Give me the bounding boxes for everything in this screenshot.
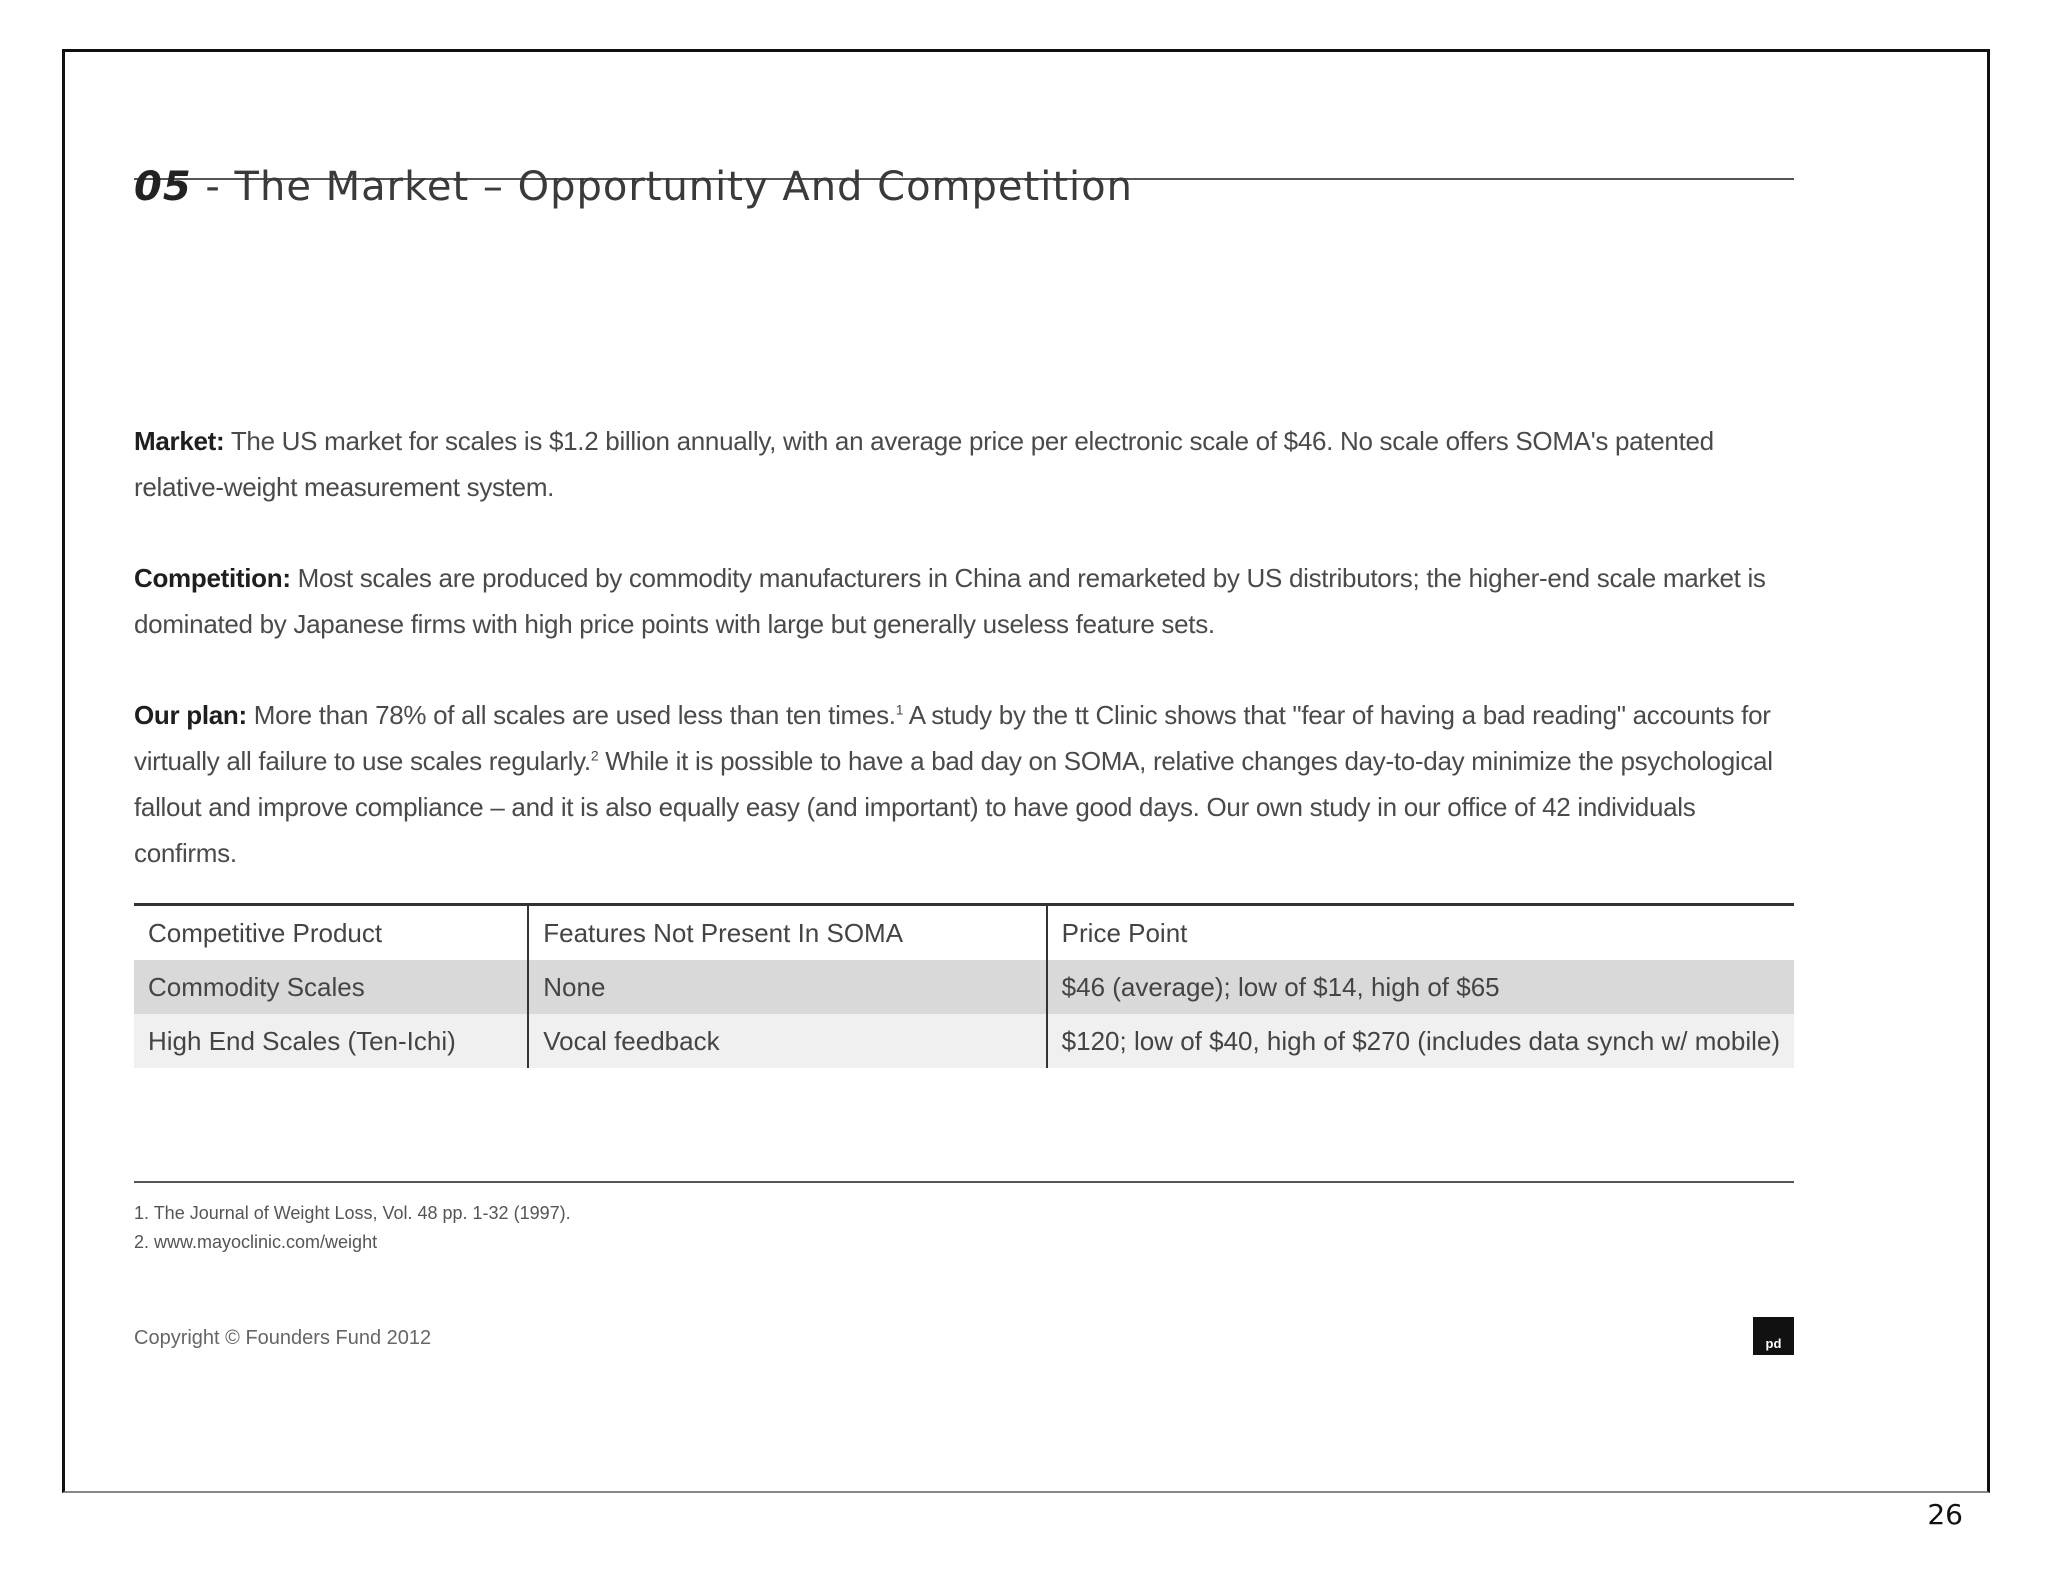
plan-lead: Our plan: <box>134 700 247 730</box>
competition-table <box>134 903 1794 1068</box>
header-features-not-present: Features Not Present In SOMA <box>528 905 1046 961</box>
plan-text-2: A study by the tt Clinic shows that "fear of having a bad reading" accounts for virtually all failure to use scales regularly. <box>134 700 1771 776</box>
cell-price: $46 (average); low of $14, high of $65 <box>1047 960 1794 1014</box>
header-price-point: Price Point <box>1047 905 1794 961</box>
plan-paragraph <box>134 692 1794 876</box>
logo-text: pd <box>1765 1336 1782 1351</box>
cell-features: None <box>528 960 1046 1014</box>
table-header-row <box>134 905 1794 961</box>
cell-price: $120; low of $40, high of $270 (includes data synch w/ mobile) <box>1047 1014 1794 1068</box>
cell-features: Vocal feedback <box>528 1014 1046 1068</box>
competition-lead: Competition: <box>134 563 291 593</box>
plan-text-3: While it is possible to have a bad day on SOMA, relative changes day-to-day minimize the psychological fallout and improve compliance – and it is also equally easy (and important) to have good days. Our own study in our office of 42 individuals confirms. <box>134 746 1773 868</box>
footnote-ref-1: 1 <box>895 701 904 718</box>
section-title-text: - The Market – Opportunity And Competition <box>205 164 1133 210</box>
competition-text: Most scales are produced by commodity manufacturers in China and remarketed by US distributors; the higher-end scale market is dominated by Japanese firms with high price points with large but generally useless feature sets. <box>134 563 1766 639</box>
footnotes <box>134 1199 571 1257</box>
copyright-text: Copyright © Founders Fund 2012 <box>134 1327 432 1349</box>
section-number: 05 <box>134 164 192 210</box>
footnote-rule <box>134 1181 1794 1183</box>
market-paragraph <box>134 418 1794 510</box>
table-row <box>134 960 1794 1014</box>
section-title <box>134 164 1133 210</box>
plan-text-1: More than 78% of all scales are used less than ten times. <box>246 700 896 730</box>
competition-paragraph <box>134 555 1794 647</box>
founders-fund-logo <box>1753 1317 1794 1355</box>
market-lead: Market: <box>134 426 225 456</box>
footnote-2: 2. www.mayoclinic.com/weight <box>134 1232 378 1252</box>
footnote-1: 1. The Journal of Weight Loss, Vol. 48 pp. 1-32 (1997). <box>134 1203 571 1223</box>
page-number: 26 <box>1927 1498 1963 1531</box>
cell-product: High End Scales (Ten-Ichi) <box>134 1014 528 1068</box>
market-text: The US market for scales is $1.2 billion annually, with an average price per electronic scale of $46. No scale offers SOMA's patented relative-weight measurement system. <box>134 426 1714 502</box>
header-competitive-product: Competitive Product <box>134 905 528 961</box>
footnote-ref-2: 2 <box>590 747 599 764</box>
cell-product: Commodity Scales <box>134 960 528 1014</box>
table-row <box>134 1014 1794 1068</box>
